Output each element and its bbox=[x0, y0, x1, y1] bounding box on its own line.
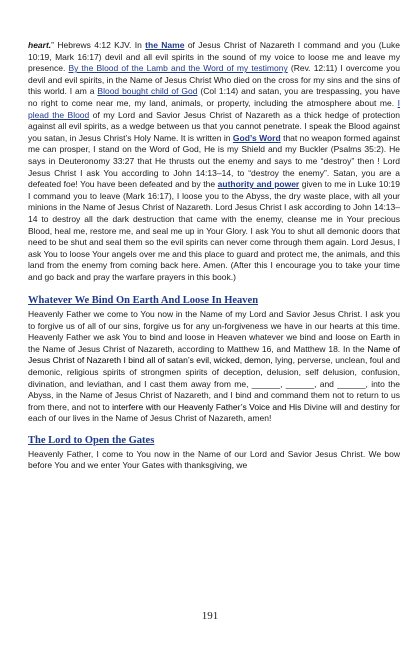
section-heading-bind-loose: Whatever We Bind On Earth And Loose In Heaven bbox=[28, 295, 259, 307]
heart-word: heart. bbox=[28, 40, 52, 50]
plead-blood-emphasis: I plead the Blood bbox=[28, 97, 400, 120]
open-gates-paragraph bbox=[28, 449, 400, 472]
text-run: given to me in Luke 10:19 I command you to leave (Mark 16:17), I loose you to the Abyss, the dry waste place, with all your minions in the Name of Jesus Christ of Nazareth. Lord Jesus Christ I ask according to John 14:13–14 to destroy all the dark destruction that came with the enemy, cleanse me in Your precious Blood, heal me, restore me, and seal me up in Your Glory. I ask You to shut all demonic doors that need to be shut and seal them so the evil spirits can never come through them again. Lord Jesus, I ask You to loose Your angels over me and this place to guard and protect me, the animals, and this land from the enemy from coming back here. Amen. (After this I encourage you to take your time and go back and pray the warfare prayers in this book.) bbox=[28, 179, 400, 282]
text-run: Divine will and destiny for each of our lives in the Name of Jesus Christ of Nazareth, amen! bbox=[28, 401, 401, 424]
page-number: 191 bbox=[201, 610, 219, 622]
gods-word-emphasis: God’s Word bbox=[232, 132, 281, 143]
text-run: of my Lord and Savior Jesus Christ of Nazareth as a thick hedge of protection against all evil spirits, as a wedge between us that you cannot penetrate. I speak the Blood against you satan, in Jesus Christ’s Holy Name. It is written in bbox=[28, 109, 400, 143]
intro-paragraph bbox=[28, 40, 400, 283]
text-run: (Col 1:14) and satan, you are trespassing, you have no right to come near me, my land, animals, or property, including the atmosphere about me. bbox=[28, 86, 400, 108]
the-name-emphasis: the Name bbox=[145, 40, 185, 50]
text-run: (Rev. 12:11) I overcome you devil and evil spirits, in the Name of Jesus Christ Who died on the cross for my sins and the sins of this world. I am a bbox=[28, 63, 400, 97]
page-body bbox=[28, 40, 400, 472]
bind-loose-paragraph bbox=[28, 309, 400, 425]
text-run: Heavenly Father, I come to You now in the Name of our Lord and Savior Jesus Christ. We bow before You and we enter Your Gates with thanksgiving, we bbox=[28, 448, 400, 471]
section-heading-open-gates: The Lord to Open the Gates bbox=[28, 435, 155, 446]
text-run: lying, perverse, unclean, foul and demonic, religious spirits of strongmen spirits of deception, delusion, self delusion, confusion, divination, and leviathan, and I cast them away from me, ______, ______, and ______, into the Abyss, in the Name of Jesus Christ of Nazareth, and I bind and command them not to return to us from there, and not to bbox=[28, 355, 401, 412]
text-run: ” Hebrews 4:12 KJV. In bbox=[51, 40, 146, 50]
text-run: Heavenly Father we come to You now in the Name of my Lord and Savior Jesus Christ. I ask you to forgive us of all of our sins, forgive us for any un-forgiveness we have in our hearts at this time. Heavenly Father we ask You to bind and loose in Heaven whatever we bind and loose on Earth in the Name of Jesus Christ of Nazareth, according to Matthew 16, and Matthew 18. In the bbox=[28, 309, 400, 354]
text-run: interfere with our Heavenly Father’s Voice and His bbox=[112, 401, 302, 412]
authority-power-emphasis: authority and power bbox=[217, 179, 300, 190]
text-run: Name of Jesus Christ of Nazareth I bind all of satan’s evil, wicked, demon, bbox=[28, 343, 401, 366]
text-run: that no weapon formed against me can prosper, I stand on the Word of God, He is my Shield and my Buckler (Psalms 35:2). He says in Deuteronomy 33:27 that He thrusts out the enemy and says to me “destroy” then ! Lord Jesus Christ I ask You according to John 14:13–14, to “destroy the enemy”. Satan, you are a defeated foe! You have been defeated and by the bbox=[28, 132, 400, 190]
text-run: of Jesus Christ of Nazareth I command and you (Luke 10:19, Mark 16:17) devil and all evil spirits in the sound of my voice to loose me and leave my presence. bbox=[28, 40, 401, 74]
blood-bought-emphasis: Blood bought child of God bbox=[97, 86, 198, 97]
blood-of-lamb-emphasis: By the Blood of the Lamb and the Word of my testimony bbox=[68, 63, 288, 74]
